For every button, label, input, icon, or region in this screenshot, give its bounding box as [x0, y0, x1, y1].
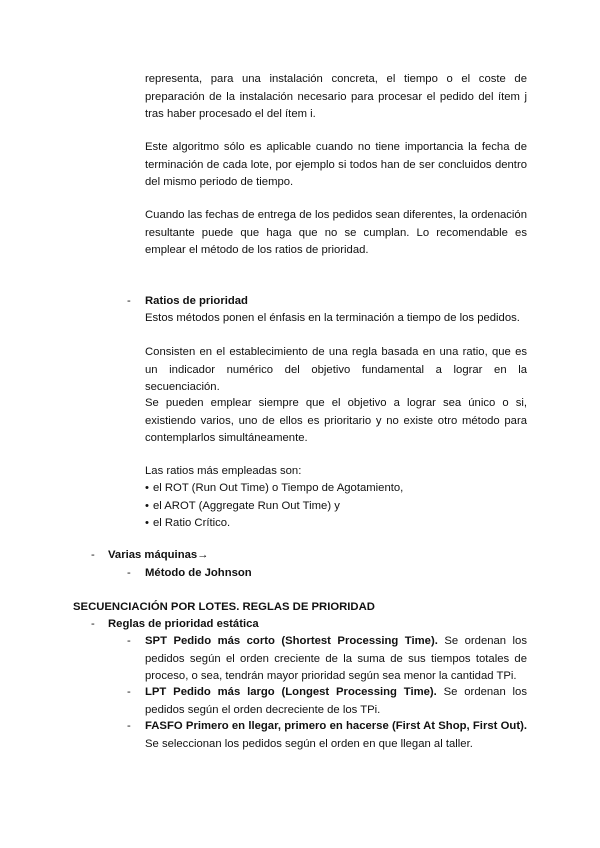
list-dash: -	[91, 549, 95, 561]
list-dash: -	[127, 720, 131, 732]
rule-fasfo-text: Se seleccionan los pedidos según el orden en que llegan al taller.	[145, 737, 473, 750]
list-dash: -	[127, 635, 131, 647]
heading-varias-maquinas: Varias máquinas→	[108, 549, 209, 561]
heading-ratios-prioridad: Ratios de prioridad	[145, 295, 248, 307]
list-dash: -	[127, 567, 131, 579]
list-dash: -	[91, 618, 95, 630]
list-dash: -	[127, 686, 131, 698]
section-title-lotes: SECUENCIACIÓN POR LOTES. REGLAS DE PRIORIDAD	[73, 601, 375, 613]
list-dash: -	[127, 295, 131, 307]
list-intro: Las ratios más empleadas son:	[145, 465, 302, 477]
heading-metodo-johnson: Método de Johnson	[145, 567, 252, 579]
paragraph-algoritmo: Este algoritmo sólo es aplicable cuando no tiene importancia la fecha de terminación de cada lote, por ejemplo si todos han de ser concluidos dentro del mismo periodo de tiempo.	[145, 141, 527, 189]
ratios-list	[145, 480, 527, 533]
rule-spt-title: SPT Pedido más corto (Shortest Processing Time).	[145, 635, 438, 647]
paragraph-consisten: Consisten en el establecimiento de una regla basada en una ratio, que es un indicador numérico del objetivo fundamental a lograr en la secuenciación.	[145, 346, 527, 394]
paragraph-ratios-intro: Estos métodos ponen el énfasis en la terminación a tiempo de los pedidos.	[145, 312, 520, 324]
rule-spt-text: Se ordenan los pedidos según el orden creciente de la suma de sus tiempos totales de proceso, o sea, tendrán mayor prioridad según sea menor la cantidad TPi.	[145, 635, 527, 683]
paragraph-se-pueden: Se pueden emplear siempre que el objetivo a lograr sea único o si, existiendo varios, uno de ellos es prioritario y no existe otro método para contemplarlos simultáneamente.	[145, 397, 527, 445]
list-item: • el AROT (Aggregate Run Out Time) y	[145, 498, 527, 516]
rule-fasfo	[145, 718, 527, 753]
paragraph-fechas-entrega: Cuando las fechas de entrega de los pedidos sean diferentes, la ordenación resultante puede que haga que no se cumplan. Lo recomendable es emplear el método de los ratios de prioridad.	[145, 209, 527, 257]
rule-lpt-title: LPT Pedido más largo (Longest Processing Time).	[145, 686, 437, 698]
rule-spt	[145, 633, 527, 686]
list-item: • el ROT (Run Out Time) o Tiempo de Agotamiento,	[145, 480, 527, 498]
paragraph-representa: representa, para una instalación concreta, el tiempo o el coste de preparación de la instalación necesario para procesar el pedido del ítem j tras haber procesado el del ítem i.	[145, 73, 527, 121]
heading-prioridad-estatica: Reglas de prioridad estática	[108, 618, 259, 630]
rule-lpt	[145, 684, 527, 719]
rule-lpt-text: Se ordenan los pedidos según el orden decreciente de los TPi.	[145, 686, 527, 716]
list-item: • el Ratio Crítico.	[145, 515, 527, 533]
rule-fasfo-title: FASFO Primero en llegar, primero en hacerse (First At Shop, First Out).	[145, 720, 527, 732]
